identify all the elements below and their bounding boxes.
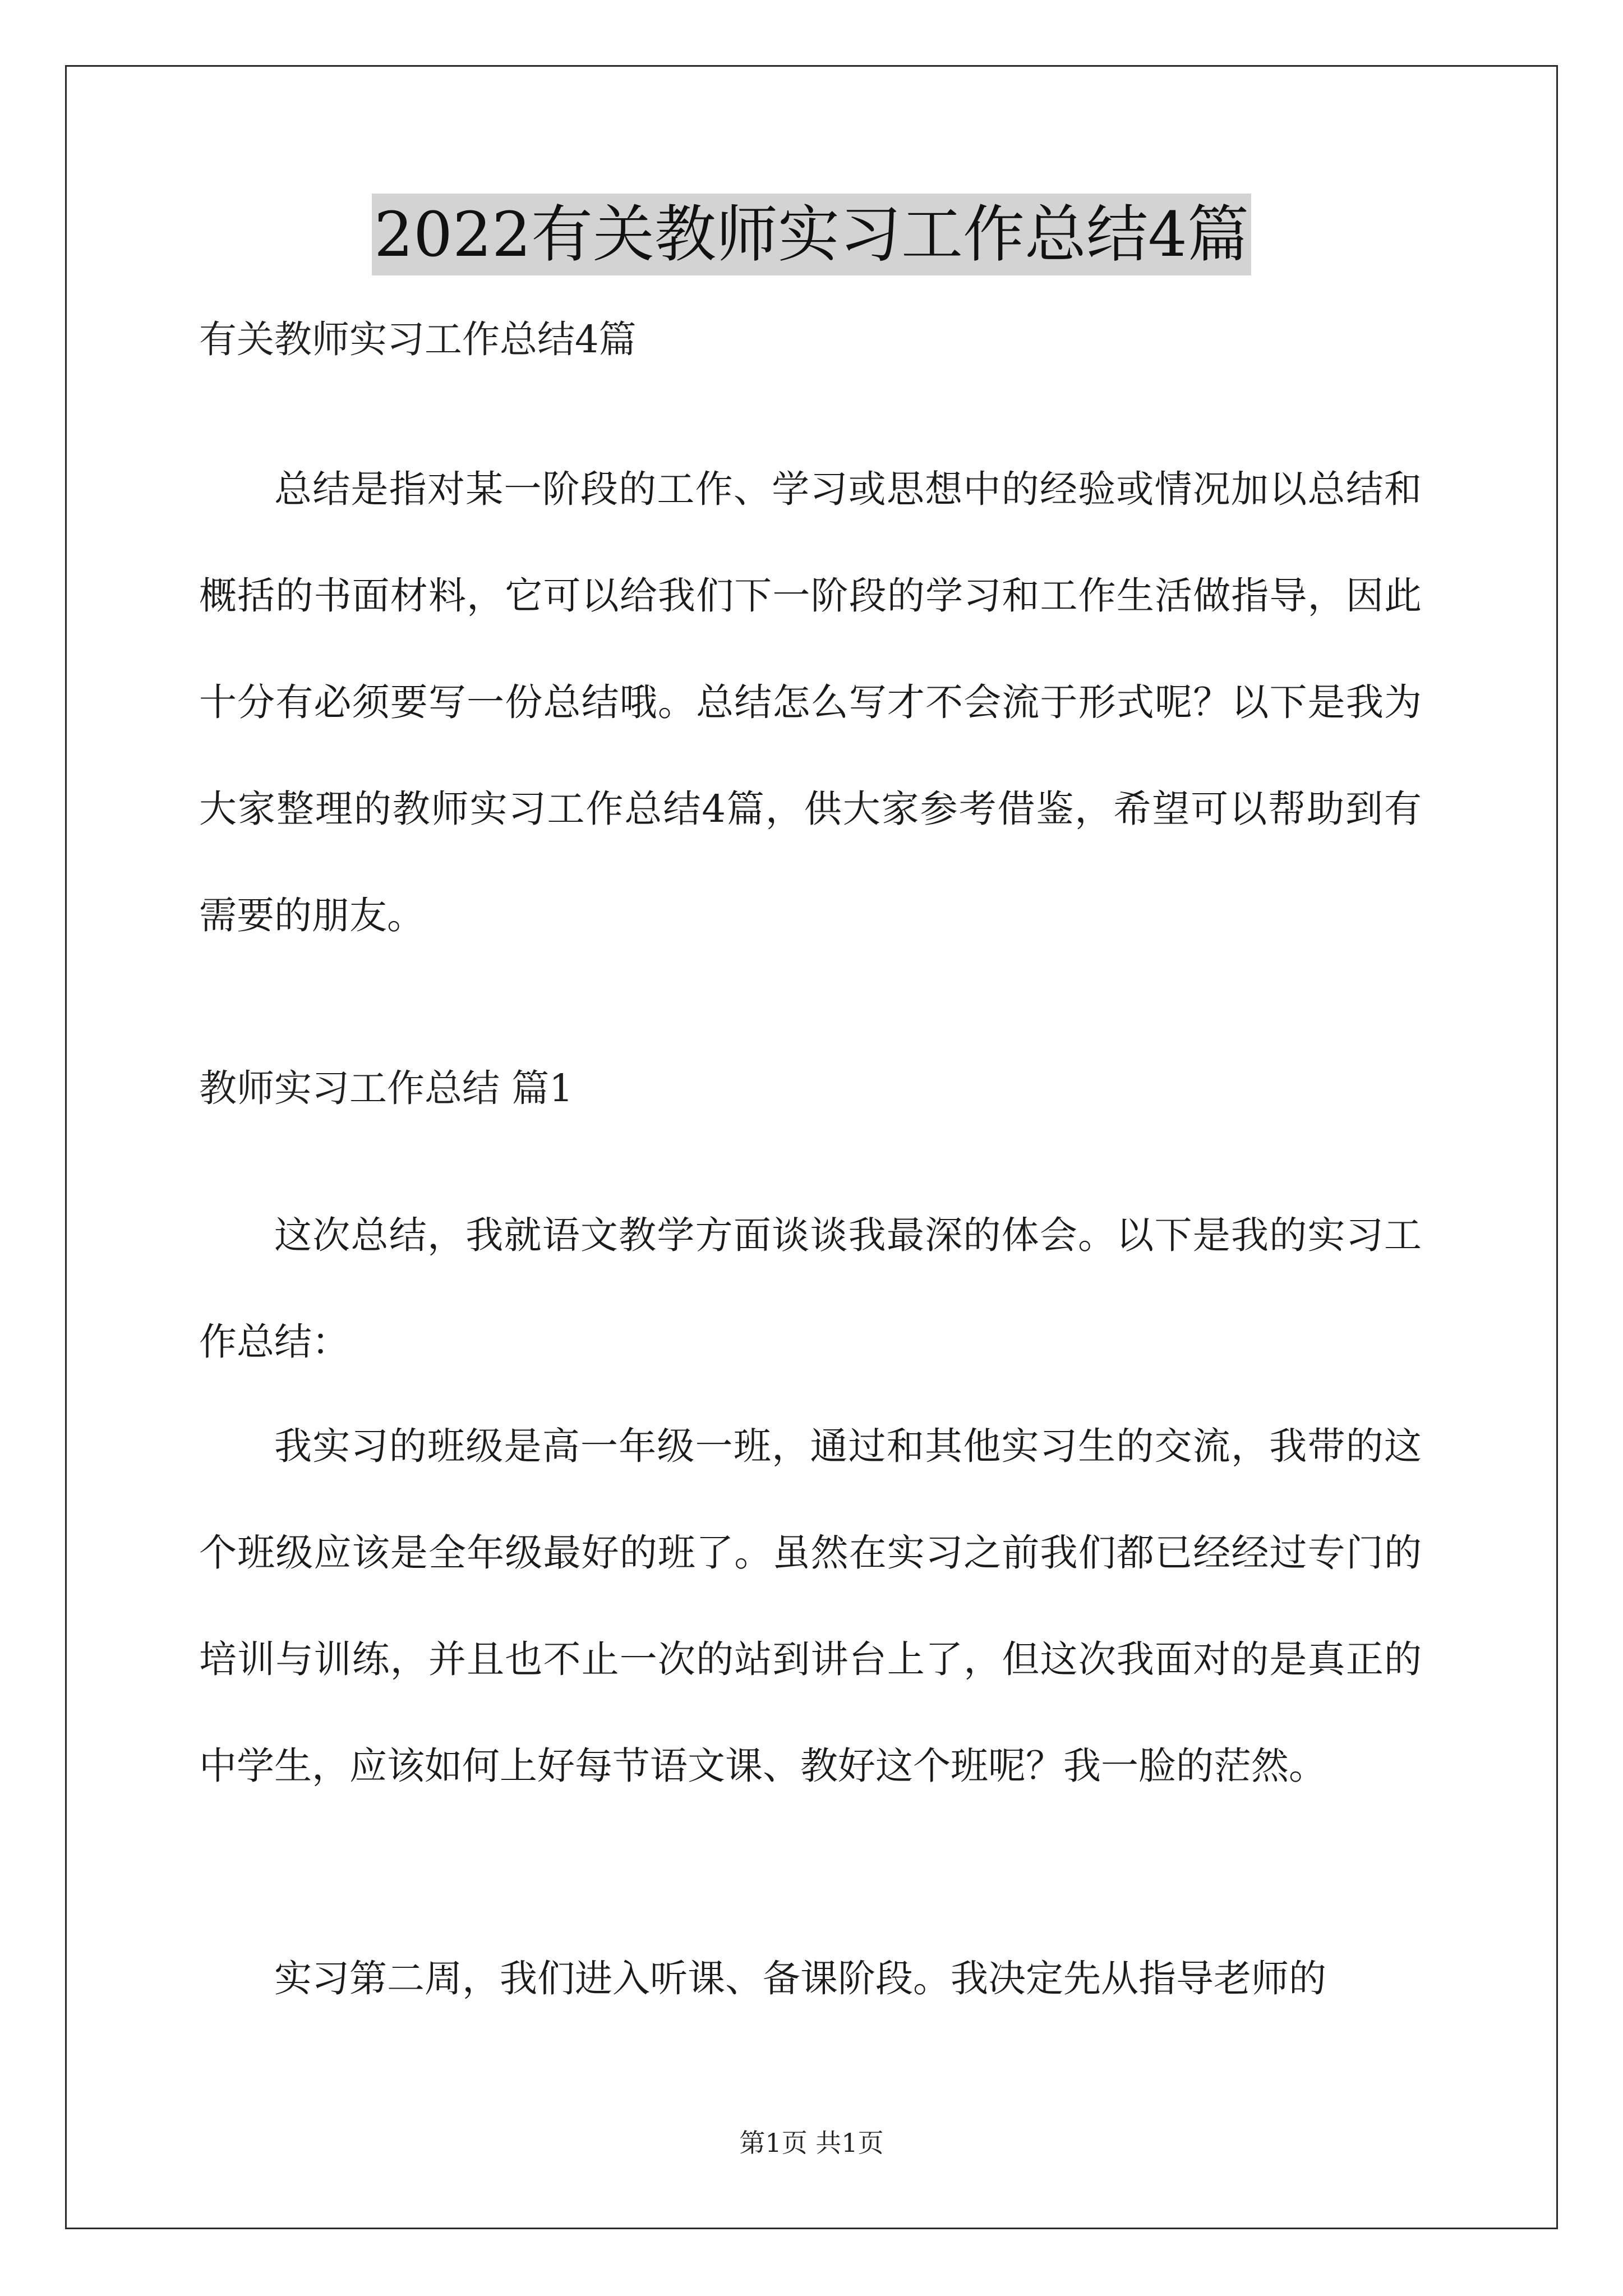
- page-border: [65, 65, 1558, 2229]
- body-paragraph: 实习第二周，我们进入听课、备课阶段。我决定先从指导老师的: [274, 1957, 1326, 2000]
- document-title: 2022有关教师实习工作总结4篇: [372, 194, 1251, 275]
- document-title-wrap: [0, 194, 1623, 275]
- body-paragraph: 这次总结，我就语文教学方面谈谈我最深的体会。以下是我的实习工作总结：: [199, 1213, 1422, 1364]
- body-paragraph-3-block: [199, 1925, 1422, 2032]
- body-paragraph: 我实习的班级是高一年级一班，通过和其他实习生的交流，我带的这个班级应该是全年级最好的班了。虽然在实习之前我们都已经经过专门的培训与训练，并且也不止一次的站到讲台上了，但这次我面对的是真正的中学生，应该如何上好每节语文课、教好这个班呢？我一脸的茫然。: [199, 1424, 1422, 1788]
- body-paragraph-2-block: [199, 1393, 1422, 1819]
- document-subtitle: 有关教师实习工作总结4篇: [199, 318, 637, 361]
- intro-paragraph: 总结是指对某一阶段的工作、学习或思想中的经验或情况加以总结和概括的书面材料，它可以给我们下一阶段的学习和工作生活做指导，因此十分有必须要写一份总结哦。总结怎么写才不会流于形式呢？以下是我为大家整理的教师实习工作总结4篇，供大家参考借鉴，希望可以帮助到有需要的朋友。: [199, 467, 1422, 937]
- intro-block: [199, 436, 1422, 969]
- page-footer: 第1页 共1页: [739, 2128, 884, 2158]
- section-heading: 教师实习工作总结 篇1: [199, 1066, 573, 1110]
- body-paragraph-1-block: [199, 1182, 1422, 1395]
